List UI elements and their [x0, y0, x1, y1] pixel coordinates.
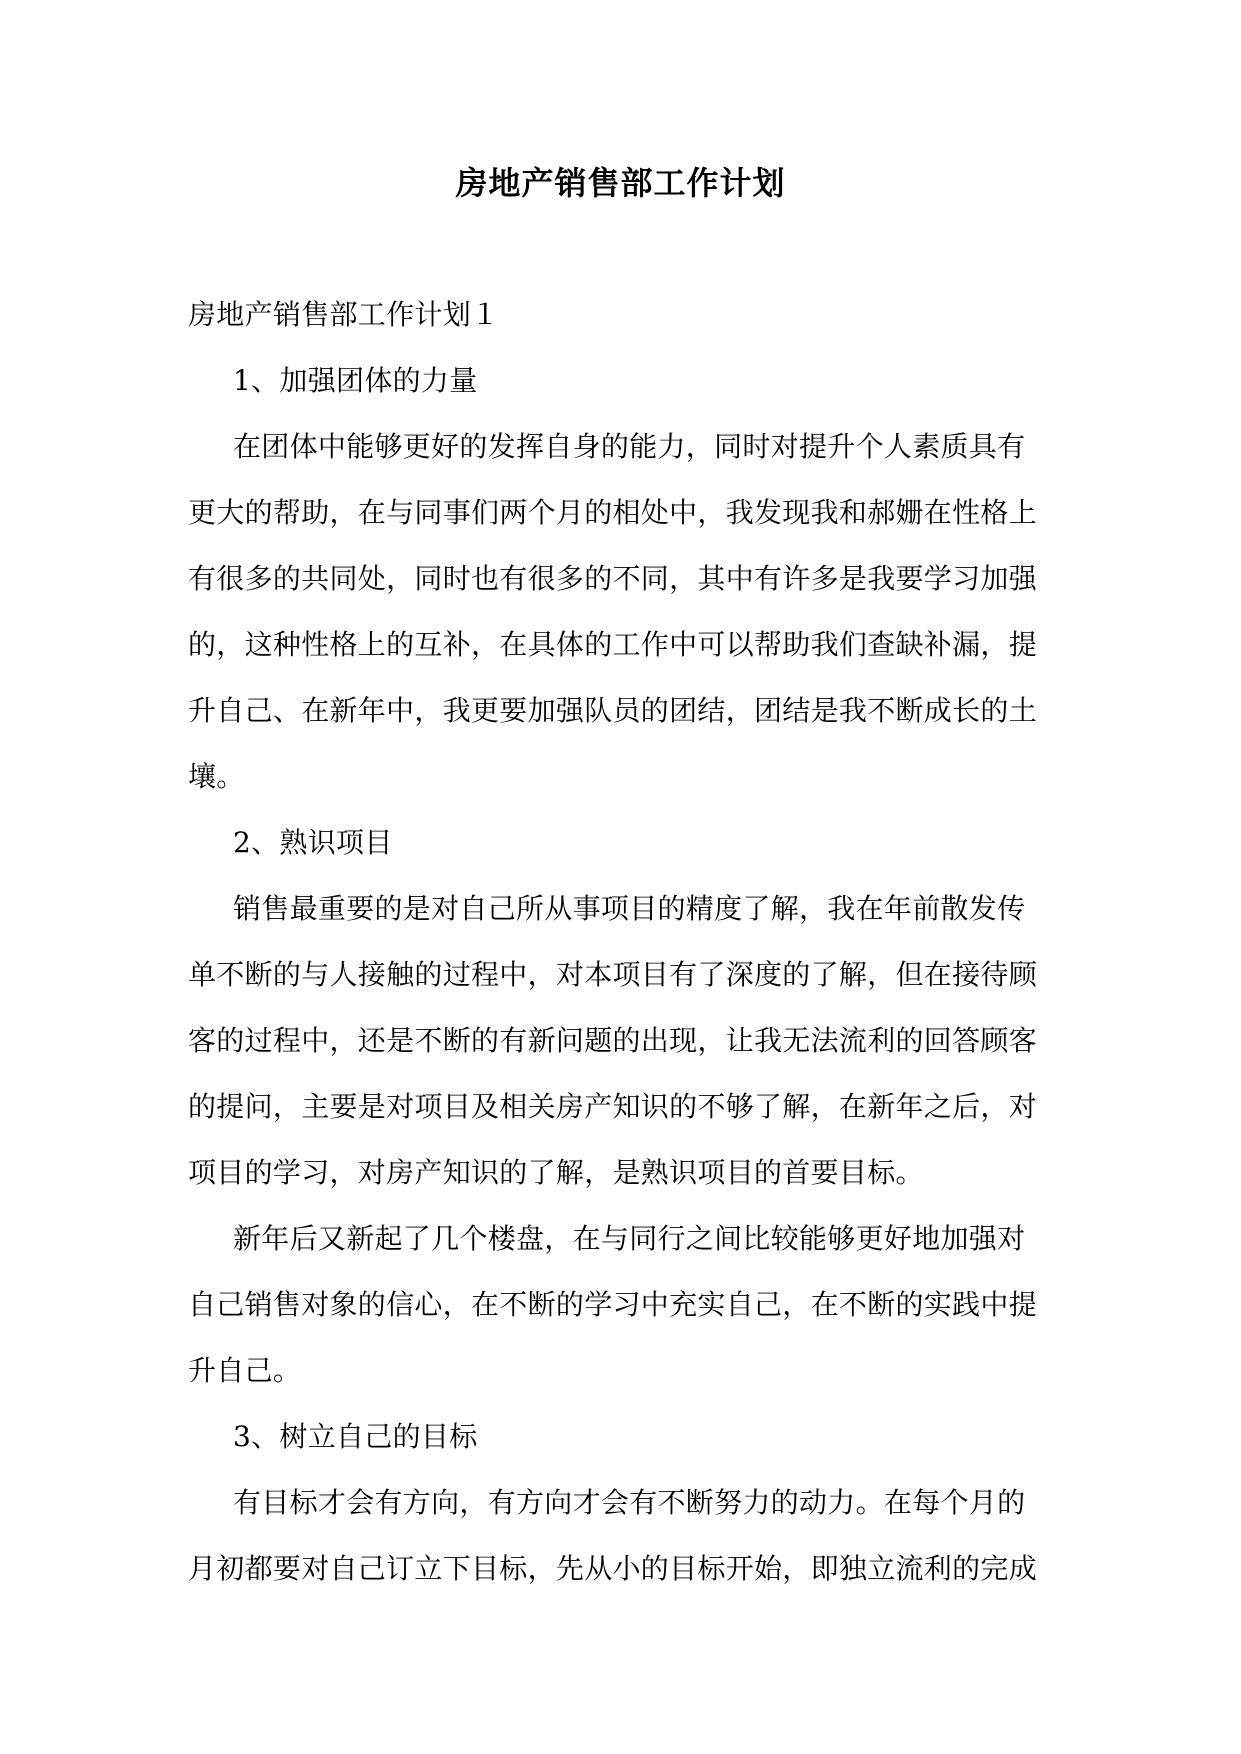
page-title: 房地产销售部工作计划 — [455, 164, 786, 202]
item-heading: 1、加强团体的力量 — [233, 364, 478, 397]
paragraph-line: 更大的帮助，在与同事们两个月的相处中，我发现我和郝姗在性格上 — [188, 496, 1038, 529]
paragraph-line: 升自己。 — [188, 1354, 302, 1387]
paragraph-line: 升自己、在新年中，我更要加强队员的团结，团结是我不断成长的土 — [188, 694, 1038, 727]
item-heading: 2、熟识项目 — [233, 826, 393, 859]
paragraph-line: 的提问，主要是对项目及相关房产知识的不够了解，在新年之后，对 — [188, 1090, 1038, 1123]
paragraph-line: 有目标才会有方向，有方向才会有不断努力的动力。在每个月的 — [233, 1486, 1026, 1519]
paragraph-line: 在团体中能够更好的发挥自身的能力，同时对提升个人素质具有 — [233, 430, 1026, 463]
paragraph-line: 的，这种性格上的互补，在具体的工作中可以帮助我们查缺补漏，提 — [188, 628, 1038, 661]
paragraph-line: 客的过程中，还是不断的有新问题的出现，让我无法流利的回答顾客 — [188, 1024, 1038, 1057]
paragraph-line: 月初都要对自己订立下目标，先从小的目标开始，即独立流利的完成 — [188, 1552, 1038, 1585]
paragraph-line: 单不断的与人接触的过程中，对本项目有了深度的了解，但在接待顾 — [188, 958, 1038, 991]
paragraph-line: 有很多的共同处，同时也有很多的不同，其中有许多是我要学习加强 — [188, 562, 1038, 595]
paragraph-line: 壤。 — [188, 760, 245, 793]
section-heading: 房地产销售部工作计划１ — [188, 298, 500, 331]
paragraph-line: 自己销售对象的信心，在不断的学习中充实自己，在不断的实践中提 — [188, 1288, 1038, 1321]
paragraph-line: 新年后又新起了几个楼盘，在与同行之间比较能够更好地加强对 — [233, 1222, 1026, 1255]
paragraph-line: 项目的学习，对房产知识的了解，是熟识项目的首要目标。 — [188, 1156, 924, 1189]
paragraph-line: 销售最重要的是对自己所从事项目的精度了解，我在年前散发传 — [233, 892, 1026, 925]
item-heading: 3、树立自己的目标 — [233, 1420, 478, 1453]
document-body — [188, 291, 1058, 1611]
